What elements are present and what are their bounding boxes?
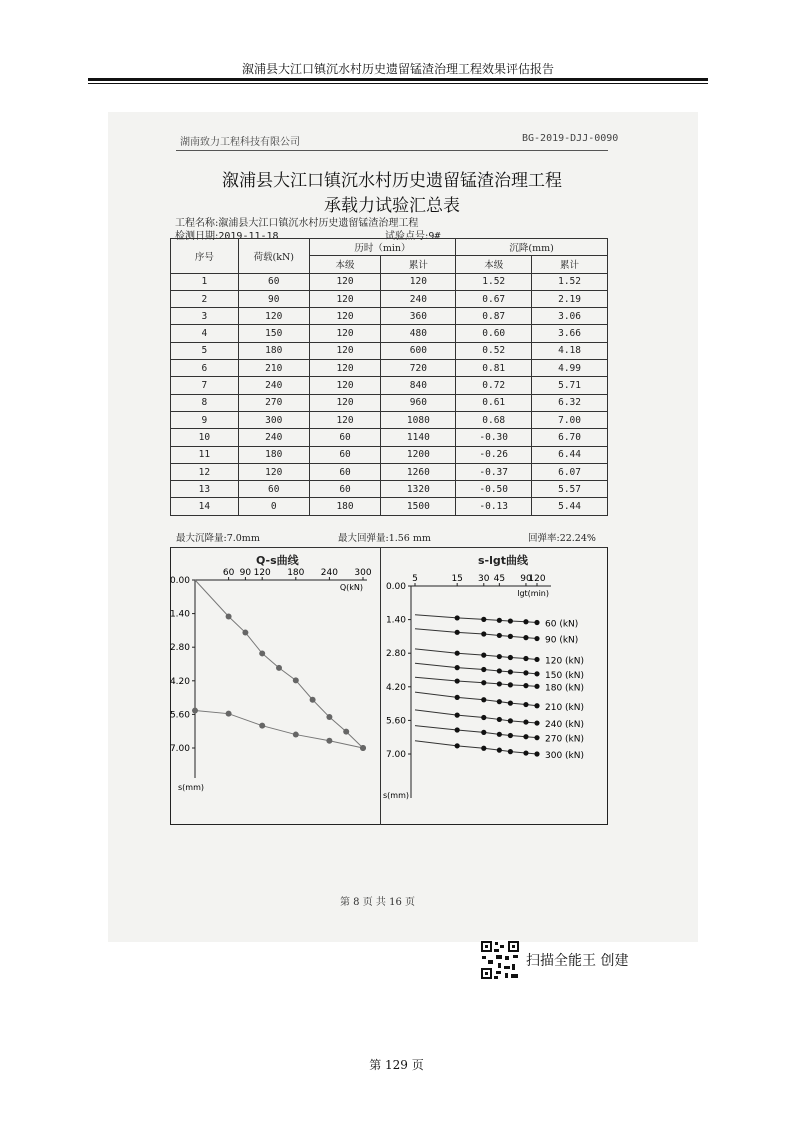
slgt-data-point xyxy=(508,701,513,706)
slgt-data-point xyxy=(523,734,528,739)
slgt-data-point xyxy=(534,636,539,641)
table-row xyxy=(171,394,608,411)
qs-data-point xyxy=(226,613,232,619)
series-label: 90 (kN) xyxy=(545,635,579,646)
slgt-series-line xyxy=(415,663,537,674)
y-tick-label: 1.40 xyxy=(169,609,190,620)
series-label: 150 (kN) xyxy=(545,670,585,681)
table-cell: 0.81 xyxy=(456,360,532,377)
table-cell: 150 xyxy=(238,325,309,342)
table-cell: 4 xyxy=(171,325,239,342)
document-page-indicator: 第 8 页 共 16 页 xyxy=(340,897,415,908)
table-body xyxy=(171,273,608,515)
slgt-data-point xyxy=(508,655,513,660)
y-tick-label: 7.00 xyxy=(385,750,406,760)
slgt-data-point xyxy=(455,743,460,748)
slgt-data-point xyxy=(481,667,486,672)
table-cell: 2.19 xyxy=(532,290,608,307)
qs-data-point xyxy=(293,677,299,683)
table-cell: 180 xyxy=(309,498,381,515)
slgt-data-point xyxy=(534,735,539,740)
slgt-data-point xyxy=(508,682,513,687)
table-cell: 13 xyxy=(171,481,239,498)
qs-data-point xyxy=(360,745,366,751)
slgt-data-point xyxy=(497,633,502,638)
table-row xyxy=(171,446,608,463)
table-cell: 1 xyxy=(171,273,239,290)
series-label: 120 (kN) xyxy=(545,656,585,667)
header-settle-step: 本级 xyxy=(456,256,532,273)
y-axis-label: s(mm) xyxy=(178,783,204,792)
x-tick-label: 120 xyxy=(253,568,271,578)
header-seq: 序号 xyxy=(171,239,239,274)
slgt-data-point xyxy=(481,617,486,622)
table-cell: 120 xyxy=(309,290,381,307)
slgt-data-point xyxy=(534,671,539,676)
x-tick-label: 5 xyxy=(412,574,418,584)
table-cell: 120 xyxy=(238,308,309,325)
table-cell: 60 xyxy=(238,481,309,498)
table-cell: 120 xyxy=(309,360,381,377)
series-label: 240 (kN) xyxy=(545,720,585,731)
table-cell: 60 xyxy=(238,273,309,290)
slgt-data-point xyxy=(481,746,486,751)
table-cell: 240 xyxy=(381,290,456,307)
header-settlement: 沉降(mm) xyxy=(456,239,608,256)
table-cell: 6.32 xyxy=(532,394,608,411)
header-rule-thick xyxy=(88,78,708,81)
slgt-data-point xyxy=(497,748,502,753)
slgt-series-line xyxy=(415,615,537,623)
x-tick-label: 300 xyxy=(354,568,372,578)
header-load: 荷载(kN) xyxy=(238,239,309,274)
table-row xyxy=(171,411,608,428)
slgt-data-point xyxy=(481,730,486,735)
table-cell: 7.00 xyxy=(532,411,608,428)
slgt-data-point xyxy=(523,635,528,640)
series-label: 300 (kN) xyxy=(545,751,585,761)
table-cell: 4.99 xyxy=(532,360,608,377)
slgt-data-point xyxy=(497,654,502,659)
table-cell: 1140 xyxy=(381,429,456,446)
header-time: 历时（min） xyxy=(309,239,456,256)
doc-header-rule xyxy=(176,150,608,151)
series-label: 60 (kN) xyxy=(545,619,579,630)
table-cell: 11 xyxy=(171,446,239,463)
slgt-data-point xyxy=(534,720,539,725)
company-name: 湖南致力工程科技有限公司 xyxy=(180,137,300,148)
qs-data-point xyxy=(326,738,332,744)
table-row xyxy=(171,429,608,446)
table-cell: 120 xyxy=(309,411,381,428)
table-cell: 5.71 xyxy=(532,377,608,394)
table-cell: 5.44 xyxy=(532,498,608,515)
qs-data-point xyxy=(310,697,316,703)
table-cell: -0.13 xyxy=(456,498,532,515)
table-row xyxy=(171,377,608,394)
table-cell: 480 xyxy=(381,325,456,342)
slgt-data-point xyxy=(534,751,539,756)
slgt-series-line xyxy=(415,692,537,706)
slgt-data-point xyxy=(534,703,539,708)
table-cell: 1.52 xyxy=(532,273,608,290)
table-row xyxy=(171,463,608,480)
qs-data-point xyxy=(192,708,198,714)
table-cell: 3.06 xyxy=(532,308,608,325)
table-row xyxy=(171,308,608,325)
max-settlement: 最大沉降量:7.0mm xyxy=(176,533,260,544)
x-tick-label: 90 xyxy=(239,568,252,578)
slgt-data-point xyxy=(481,697,486,702)
slgt-chart-title: s-lgt曲线 xyxy=(478,554,529,567)
table-cell: 0.87 xyxy=(456,308,532,325)
load-test-summary-table xyxy=(170,238,608,516)
rebound-rate: 回弹率:22.24% xyxy=(528,533,596,544)
slgt-data-point xyxy=(523,656,528,661)
slgt-data-point xyxy=(534,620,539,625)
slgt-data-point xyxy=(523,719,528,724)
qr-code-icon xyxy=(480,940,520,980)
slgt-data-point xyxy=(497,668,502,673)
qs-data-point xyxy=(343,729,349,735)
report-page-number: 第 129 页 xyxy=(369,1058,424,1072)
slgt-data-point xyxy=(523,750,528,755)
slgt-data-point xyxy=(497,681,502,686)
header-settle-cumulative: 累计 xyxy=(532,256,608,273)
table-cell: 840 xyxy=(381,377,456,394)
table-cell: 6 xyxy=(171,360,239,377)
slgt-data-point xyxy=(455,615,460,620)
table-cell: 3.66 xyxy=(532,325,608,342)
table-cell: 210 xyxy=(238,360,309,377)
y-tick-label: 2.80 xyxy=(385,649,406,660)
table-cell: 120 xyxy=(309,394,381,411)
table-row xyxy=(171,360,608,377)
slgt-data-point xyxy=(455,695,460,700)
slgt-data-point xyxy=(523,683,528,688)
test-date: 2019-11-18 xyxy=(218,231,279,242)
slgt-data-point xyxy=(481,653,486,658)
max-rebound: 最大回弹量:1.56 mm xyxy=(338,533,431,544)
qs-data-point xyxy=(326,714,332,720)
x-tick-label: 45 xyxy=(493,574,506,584)
table-cell: 360 xyxy=(381,308,456,325)
slgt-data-point xyxy=(508,618,513,623)
x-tick-label: 120 xyxy=(528,574,546,584)
slgt-data-point xyxy=(455,713,460,718)
slgt-data-point xyxy=(481,680,486,685)
doc-title: 溆浦县大江口镇沉水村历史遗留锰渣治理工程 xyxy=(222,171,562,191)
s-lgt-curve-chart xyxy=(381,560,607,822)
slgt-data-point xyxy=(455,665,460,670)
table-cell: 4.18 xyxy=(532,342,608,359)
slgt-data-point xyxy=(534,657,539,662)
table-cell: 180 xyxy=(238,342,309,359)
qs-series-line xyxy=(195,711,363,748)
slgt-data-point xyxy=(497,699,502,704)
y-tick-label: 0.00 xyxy=(169,576,190,586)
slgt-series-line xyxy=(415,649,537,660)
qs-chart-title: Q-s曲线 xyxy=(256,554,299,567)
table-cell: 14 xyxy=(171,498,239,515)
table-cell: 120 xyxy=(238,463,309,480)
table-cell: 1320 xyxy=(381,481,456,498)
table-cell: 120 xyxy=(309,342,381,359)
y-tick-label: 7.00 xyxy=(169,744,190,754)
table-cell: 0 xyxy=(238,498,309,515)
x-tick-label: 60 xyxy=(222,568,235,578)
slgt-data-point xyxy=(455,630,460,635)
test-point: 9# xyxy=(428,231,441,242)
project-name: 溆浦县大江口镇沉水村历史遗留锰渣治理工程 xyxy=(218,218,419,229)
qs-data-point xyxy=(276,665,282,671)
slgt-series-line xyxy=(415,677,537,686)
table-cell: 120 xyxy=(309,325,381,342)
table-cell: 300 xyxy=(238,411,309,428)
header-time-step: 本级 xyxy=(309,256,381,273)
table-cell: 6.44 xyxy=(532,446,608,463)
table-cell: 1.52 xyxy=(456,273,532,290)
slgt-data-point xyxy=(481,631,486,636)
slgt-data-point xyxy=(481,715,486,720)
doc-subtitle: 承载力试验汇总表 xyxy=(324,196,460,216)
qs-data-point xyxy=(259,650,265,656)
y-axis-label: s(mm) xyxy=(383,791,409,800)
x-axis-label: lgt(min) xyxy=(517,589,549,598)
x-tick-label: 90 xyxy=(520,574,532,584)
table-cell: 6.70 xyxy=(532,429,608,446)
y-tick-label: 2.80 xyxy=(169,643,190,654)
table-cell: 120 xyxy=(309,377,381,394)
series-label: 180 (kN) xyxy=(545,683,585,694)
table-cell: 0.52 xyxy=(456,342,532,359)
table-cell: 1260 xyxy=(381,463,456,480)
table-cell: 270 xyxy=(238,394,309,411)
series-label: 210 (kN) xyxy=(545,702,585,713)
slgt-data-point xyxy=(508,718,513,723)
slgt-series-line xyxy=(415,726,537,738)
table-cell: -0.37 xyxy=(456,463,532,480)
table-cell: 120 xyxy=(381,273,456,290)
header-rule-thin xyxy=(88,83,708,84)
table-cell: -0.30 xyxy=(456,429,532,446)
table-cell: -0.26 xyxy=(456,446,532,463)
slgt-data-point xyxy=(523,670,528,675)
slgt-data-point xyxy=(508,634,513,639)
y-tick-label: 4.20 xyxy=(385,682,406,693)
slgt-data-point xyxy=(523,619,528,624)
header-time-cumulative: 累计 xyxy=(381,256,456,273)
date-label: 检测日期: xyxy=(175,231,219,242)
document-number: BG-2019-DJJ-0090 xyxy=(522,133,619,144)
series-label: 270 (kN) xyxy=(545,734,585,745)
qs-series-line xyxy=(195,580,363,748)
table-cell: 120 xyxy=(309,308,381,325)
table-cell: 60 xyxy=(309,446,381,463)
table-cell: 9 xyxy=(171,411,239,428)
table-cell: 0.61 xyxy=(456,394,532,411)
report-header-title: 溆浦县大江口镇沉水村历史遗留锰渣治理工程效果评估报告 xyxy=(241,62,554,76)
table-cell: 720 xyxy=(381,360,456,377)
qs-curve-chart xyxy=(170,560,380,822)
slgt-data-point xyxy=(523,702,528,707)
table-cell: 60 xyxy=(309,429,381,446)
y-tick-label: 5.60 xyxy=(169,710,190,721)
table-cell: 240 xyxy=(238,429,309,446)
table-cell: 5 xyxy=(171,342,239,359)
slgt-series-line xyxy=(415,741,537,754)
qs-data-point xyxy=(226,711,232,717)
table-cell: 3 xyxy=(171,308,239,325)
qs-data-point xyxy=(242,630,248,636)
project-label: 工程名称: xyxy=(175,218,219,229)
slgt-data-point xyxy=(508,733,513,738)
table-cell: 1200 xyxy=(381,446,456,463)
x-axis-label: Q(kN) xyxy=(339,583,363,592)
table-cell: 5.57 xyxy=(532,481,608,498)
table-row xyxy=(171,481,608,498)
table-cell: 6.07 xyxy=(532,463,608,480)
table-cell: 0.72 xyxy=(456,377,532,394)
table-cell: 12 xyxy=(171,463,239,480)
table-row xyxy=(171,498,608,515)
table-row xyxy=(171,325,608,342)
table-cell: 60 xyxy=(309,481,381,498)
table-cell: 120 xyxy=(309,273,381,290)
scanner-watermark: 扫描全能王 创建 xyxy=(526,953,629,969)
table-cell: 10 xyxy=(171,429,239,446)
slgt-data-point xyxy=(455,651,460,656)
x-tick-label: 30 xyxy=(478,574,490,584)
table-cell: 1080 xyxy=(381,411,456,428)
x-tick-label: 180 xyxy=(287,568,305,578)
slgt-data-point xyxy=(497,618,502,623)
table-cell: 0.67 xyxy=(456,290,532,307)
table-cell: 180 xyxy=(238,446,309,463)
table-cell: 240 xyxy=(238,377,309,394)
slgt-data-point xyxy=(455,727,460,732)
y-tick-label: 1.40 xyxy=(385,615,406,626)
table-row xyxy=(171,290,608,307)
table-cell: 60 xyxy=(309,463,381,480)
slgt-data-point xyxy=(508,669,513,674)
slgt-data-point xyxy=(534,684,539,689)
table-cell: 0.60 xyxy=(456,325,532,342)
table-cell: 0.68 xyxy=(456,411,532,428)
table-row xyxy=(171,273,608,290)
table-cell: 90 xyxy=(238,290,309,307)
slgt-data-point xyxy=(497,732,502,737)
y-tick-label: 5.60 xyxy=(385,716,406,727)
table-cell: 8 xyxy=(171,394,239,411)
x-tick-label: 15 xyxy=(451,574,463,584)
table-cell: 1500 xyxy=(381,498,456,515)
slgt-data-point xyxy=(508,749,513,754)
slgt-data-point xyxy=(497,717,502,722)
qs-data-point xyxy=(259,723,265,729)
slgt-series-line xyxy=(415,629,537,639)
table-cell: 7 xyxy=(171,377,239,394)
y-tick-label: 4.20 xyxy=(169,676,190,687)
point-label: 试验点号: xyxy=(385,231,429,242)
x-tick-label: 240 xyxy=(320,568,338,578)
table-row xyxy=(171,342,608,359)
table-cell: -0.50 xyxy=(456,481,532,498)
y-tick-label: 0.00 xyxy=(385,582,406,592)
table-cell: 600 xyxy=(381,342,456,359)
table-cell: 2 xyxy=(171,290,239,307)
qs-data-point xyxy=(293,732,299,738)
slgt-series-line xyxy=(415,710,537,723)
slgt-data-point xyxy=(455,678,460,683)
table-cell: 960 xyxy=(381,394,456,411)
